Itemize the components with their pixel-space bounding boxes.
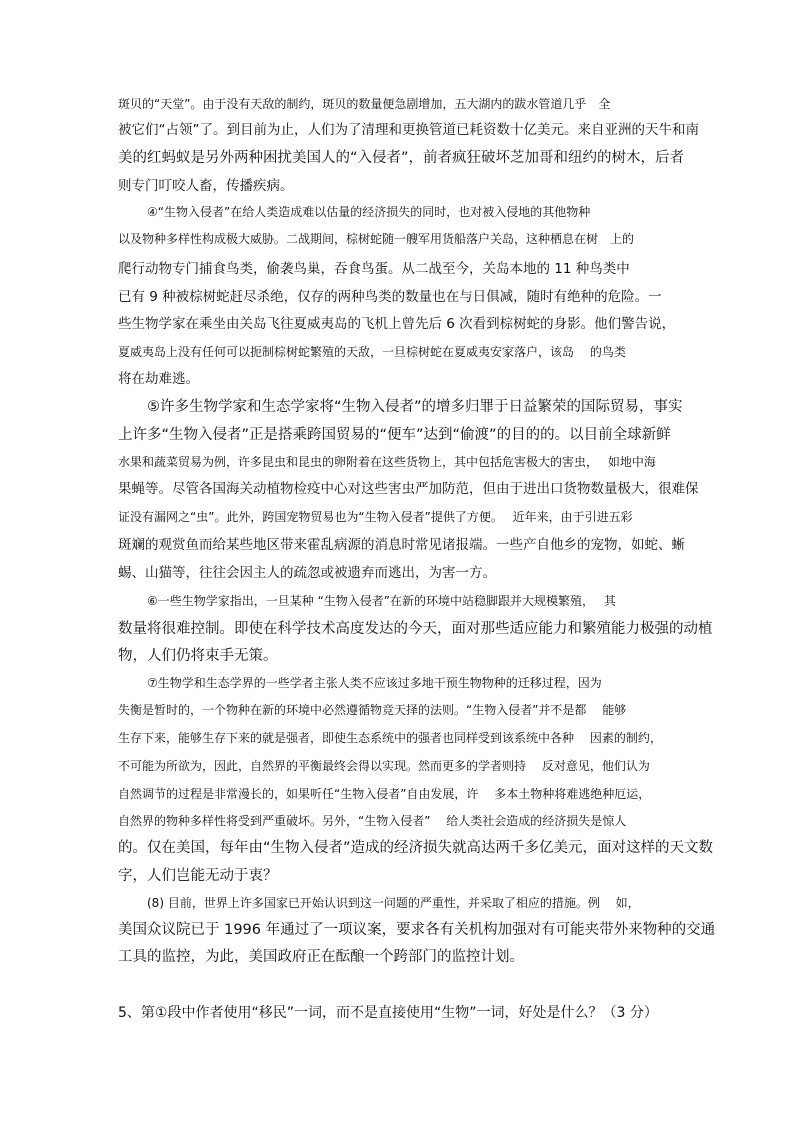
text-line: 夏威夷岛上没有任何可以扼制棕树蛇繁殖的天敌，一旦棕树蛇在夏威夷安家落户，该岛 的鸟类 [118, 345, 626, 359]
text-line: 些生物学家在乘坐由关岛飞往夏威夷岛的飞机上曾先后 6 次看到棕树蛇的身影。他们警告说， [118, 316, 676, 332]
question-5: 5、第①段中作者使用“移民”一词，而不是直接使用“生物”一词，好处是什么？（3 分） [118, 1005, 658, 1021]
text-line: 被它们“占领”了。到目前为止，人们为了清理和更换管道已耗资数十亿美元。来自亚洲的天牛和南 [118, 122, 699, 138]
text-line: 美的红蚂蚁是另外两种困扰美国人的“入侵者”，前者疯狂破坏芝加哥和纽约的树木，后者 [118, 150, 685, 166]
text-line: 生存下来，能够生存下来的就是强者，即使生态系统中的强者也同样受到该系统中各种 因素的制约， [118, 731, 662, 745]
text-line: 物，人们仍将束手无策。 [118, 648, 278, 664]
text-line: 水果和蔬菜贸易为例，许多昆虫和昆虫的卵附着在这些货物上，其中包括危害极大的害虫， 如地中海 [118, 455, 656, 469]
text-line: 的。仅在美国，每年由“生物入侵者”造成的经济损失就高达两千多亿美元，面对这样的天文数 [118, 840, 714, 856]
paragraph-4-start: ④“生物入侵者”在给人类造成难以估量的经济损失的同时，也对被入侵地的其他物种 [147, 205, 591, 219]
text-line: 蜴、山猫等，往往会因主人的疏忽或被遗弃而逃出，为害一方。 [118, 565, 496, 581]
text-line: 证没有漏网之“虫”。此外，跨国宠物贸易也为“生物入侵者”提供了方便。 近年来，由于引进五彩 [118, 510, 633, 524]
text-line: 失衡是暂时的，一个物种在新的环境中必然遵循物竞天择的法则。“生物入侵者”并不是都 能够 [118, 703, 627, 717]
paragraph-6-start: ⑥一些生物学家指出，一旦某种 “生物入侵者”在新的环境中站稳脚跟并大规模繁殖， 其 [147, 594, 616, 608]
text-line: 字，人们岂能无动于衷？ [118, 868, 278, 884]
text-line: 则专门叮咬人畜，传播疾病。 [118, 178, 294, 194]
text-line: 爬行动物专门捕食鸟类，偷袭鸟巢，吞食鸟蛋。从二战至今，关岛本地的 11 种鸟类中 [118, 261, 630, 277]
text-line: 已有 9 种被棕树蛇赶尽杀绝，仅存的两种鸟类的数量也在与日俱减，随时有绝种的危险。一 [118, 289, 662, 305]
text-line: 将在劫难逃。 [118, 371, 199, 387]
text-line: 数量将很难控制。即使在科学技术高度发达的今天，面对那些适应能力和繁殖能力极强的动植 [118, 621, 713, 637]
text-line: 自然调节的过程是非常漫长的，如果听任“生物入侵者”自由发展，许 多本土物种将难逃绝种厄运， [118, 787, 651, 801]
text-line: 上许多“生物入侵者”正是搭乘跨国贸易的“便车”达到“偷渡”的目的的。以目前全球新鲜 [118, 427, 671, 443]
text-line: 自然界的物种多样性将受到严重破坏。另外，“生物入侵者” 给人类社会造成的经济损失是惊人 [118, 814, 627, 828]
paragraph-7-start: ⑦生物学和生态学界的一些学者主张人类不应该过多地干预生物物种的迁移过程，因为 [147, 676, 602, 690]
text-line: 美国众议院已于 1996 年通过了一项议案，要求各有关机构加强对有可能夹带外来物种的交通 [118, 922, 716, 938]
text-line: 斑贝的“天堂”。由于没有天敌的制约，斑贝的数量便急剧增加，五大湖内的跋水管道几乎 全 [118, 97, 611, 111]
text-line: 斑斓的观赏鱼而给某些地区带来霍乱病源的消息时常见诸报端。一些产自他乡的宠物，如蛇、蜥 [118, 537, 685, 553]
text-line: 果蝇等。尽管各国海关动植物检疫中心对这些害虫严加防范，但由于进出口货物数量极大，很难保 [118, 481, 699, 497]
text-line: 工具的监控，为此，美国政府正在酝酿一个跨部门的监控计划。 [118, 949, 524, 965]
text-line: 以及物种多样性构成极大威胁。二战期间，棕树蛇随一艘军用货船落户关岛，这种栖息在树 上的 [118, 232, 635, 246]
paragraph-5-start: ⑤许多生物学家和生态学家将“生物入侵者”的增多归罪于日益繁荣的国际贸易，事实 [147, 399, 683, 415]
text-line: 不可能为所欲为，因此，自然界的平衡最终会得以实现。然而更多的学者则持 反对意见，他们认为 [118, 759, 650, 773]
paragraph-8-start: (8) 目前，世界上许多国家已开始认识到这一问题的严重性，并采取了相应的措施。例 如， [147, 896, 640, 910]
